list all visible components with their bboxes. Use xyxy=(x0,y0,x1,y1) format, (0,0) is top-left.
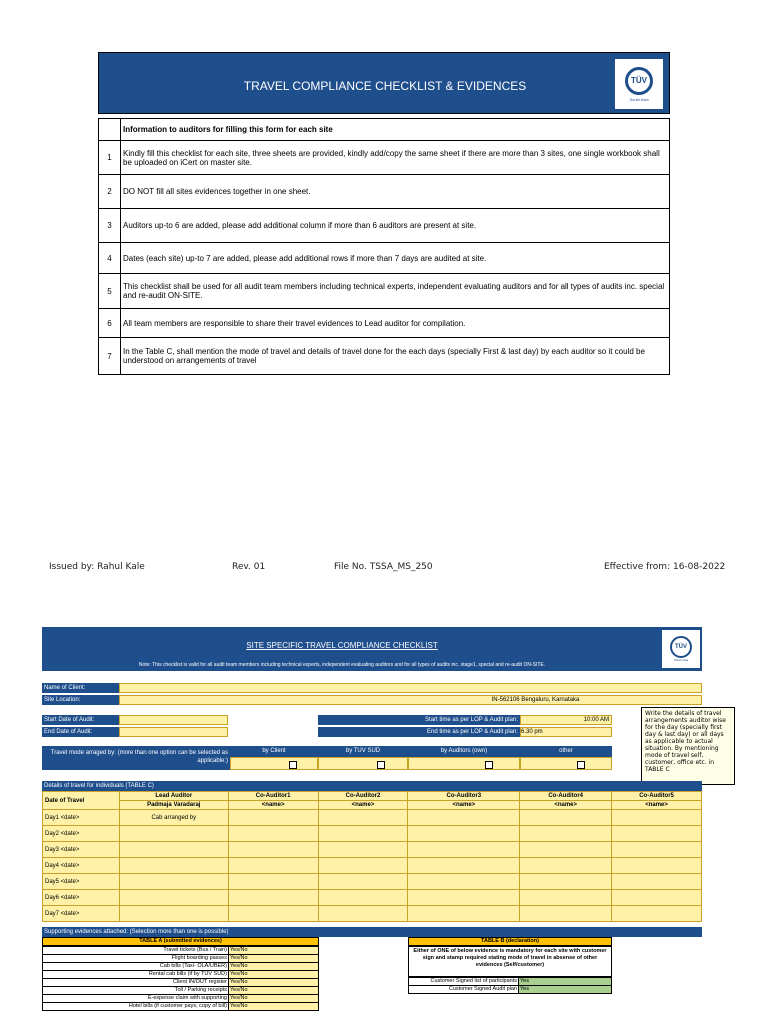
table-row: Cab bills (Taxi- OLA/UBER) Yes/No xyxy=(43,963,319,971)
instruction-text: All team members are responsible to share their travel evidences to Lead auditor for compilation. xyxy=(121,309,670,338)
mode-by-tuv-label: by TUV SUD xyxy=(318,746,408,757)
table-row: Toll / Parking receipts Yes/No xyxy=(43,987,319,995)
instruction-text: DO NOT fill all sites evidences together in one sheet. xyxy=(121,175,670,209)
issued-by: Issued by: Rahul Kale xyxy=(49,562,145,572)
table-row: Customer Signed Audit plan Yes xyxy=(409,986,612,994)
table-b xyxy=(408,977,612,994)
lead-auditor-header: Lead Auditor xyxy=(119,792,228,801)
file-number: File No. TSSA_MS_250 xyxy=(334,562,433,572)
item-number: 6 xyxy=(99,309,121,338)
mode-by-tuv-checkbox[interactable] xyxy=(377,761,385,769)
table-row xyxy=(43,890,702,906)
lead-auditor-name: Padmaja Varadaraj xyxy=(119,801,228,810)
day-label: Day4 <date> xyxy=(43,858,120,874)
table-a xyxy=(42,946,319,1011)
co-auditor5-header: Co-Auditor5 xyxy=(612,792,702,801)
item-number: 1 xyxy=(99,141,121,175)
site-location-value: IN-562106 Bengaluru, Karnataka xyxy=(491,697,580,703)
sheet-note: Note: This checklist is valid for all audit team members including technical experts, independent evaluating auditors and for all types of audits inc. stage1, special and re-audit ON-SITE. xyxy=(138,662,546,668)
co-auditor2-header: Co-Auditor2 xyxy=(318,792,408,801)
day-label: Day7 <date> xyxy=(43,906,120,922)
checklist-header xyxy=(98,52,670,114)
table-b-title: TABLE B (declaration) xyxy=(408,937,612,946)
table-row: Hotel bills (if customer pays, copy of bill) Yes/No xyxy=(43,1003,319,1011)
co-auditor2-name: <name> xyxy=(318,801,408,810)
item-number: 4 xyxy=(99,243,121,274)
lead-auditor-cell[interactable] xyxy=(119,874,228,890)
day-label: Day6 <date> xyxy=(43,890,120,906)
name-of-client-label: Name of Client: xyxy=(42,683,119,693)
table-row: Client IN/OUT register Yes/No xyxy=(43,979,319,987)
travel-mode-label: Travel mode arraged by: (more than one option can be selected as applicable:) xyxy=(42,746,230,770)
table-row xyxy=(43,810,702,826)
sheet-title: SITE SPECIFIC TRAVEL COMPLIANCE CHECKLIST xyxy=(246,641,438,650)
date-of-travel-header: Date of Travel xyxy=(43,792,120,810)
start-time-label: Start time as per LOP & Audit plan: xyxy=(318,715,520,725)
end-date-field[interactable] xyxy=(119,727,228,737)
mode-by-client-cell xyxy=(230,757,318,770)
instruction-text: This checklist shall be used for all audit team members including technical experts, independent evaluating auditors and for all types of audits inc. special and re-audit ON-SITE. xyxy=(121,274,670,309)
day-label: Day2 <date> xyxy=(43,826,120,842)
mode-by-client-label: by Client xyxy=(230,746,318,757)
table-c-title: Details of travel for individuals (TABLE C) xyxy=(42,781,702,791)
mode-by-auditors-cell xyxy=(408,757,520,770)
instruction-text: Kindly fill this checklist for each site, three sheets are provided, kindly add/copy the same sheet if there are more than 3 sites, one single workbook shall be uploaded on iCert on master site. xyxy=(121,141,670,175)
tuv-logo-mark: TÜV xyxy=(670,636,692,658)
lead-auditor-cell[interactable]: Cab arranged by xyxy=(119,810,228,826)
table-row: Rental cab bills (if by TUV SUD) Yes/No xyxy=(43,971,319,979)
revision: Rev. 01 xyxy=(232,562,266,572)
day-label: Day3 <date> xyxy=(43,842,120,858)
lead-auditor-cell[interactable] xyxy=(119,826,228,842)
end-time-field[interactable]: 6.30 pm xyxy=(520,727,612,737)
lead-auditor-cell[interactable] xyxy=(119,858,228,874)
mode-other-checkbox[interactable] xyxy=(577,761,585,769)
co-auditor1-name: <name> xyxy=(228,801,318,810)
lead-auditor-cell[interactable] xyxy=(119,890,228,906)
mode-other-cell xyxy=(520,757,612,770)
item-number: 7 xyxy=(99,338,121,375)
tuv-logo-subtitle: South Asia xyxy=(629,96,649,102)
table-row xyxy=(43,906,702,922)
instruction-text: In the Table C, shall mention the mode of travel and details of travel done for the each days (specially First & last day) by each auditor so it could be understood on arrangements of travel xyxy=(121,338,670,375)
side-note-comment: Write the details of travel arrangements auditor wise for the day (specially first day & last day) or all days as applicable to actual situation. By mentioning mode of travel self, customer, office etc. in TABLE C xyxy=(641,707,735,785)
mode-by-tuv-cell xyxy=(318,757,408,770)
start-date-field[interactable] xyxy=(119,715,228,725)
mode-by-auditors-checkbox[interactable] xyxy=(485,761,493,769)
table-row xyxy=(43,826,702,842)
table-a-title: TABLE A (submitted evidences) xyxy=(42,937,319,946)
table-row: Travel tickets (Bus / Train) Yes/No xyxy=(43,947,319,955)
lead-auditor-cell[interactable] xyxy=(119,906,228,922)
instructions-header: Information to auditors for filling this form for each site xyxy=(121,119,670,141)
table-row xyxy=(43,874,702,890)
item-number: 3 xyxy=(99,209,121,243)
tuv-logo-mark: TÜV xyxy=(625,67,653,95)
instructions-table xyxy=(98,118,670,375)
lead-auditor-cell[interactable] xyxy=(119,842,228,858)
co-auditor3-header: Co-Auditor3 xyxy=(408,792,520,801)
table-b-description: Either of ONE of below evidence is mandatory for each site with customer sign and stamp required stating mode of travel in absense of other evidences (Self/customer) xyxy=(408,946,612,977)
tuv-logo-subtitle: South Asia xyxy=(673,658,689,662)
site-location-field[interactable] xyxy=(119,695,702,705)
tuv-logo xyxy=(615,59,663,109)
co-auditor1-header: Co-Auditor1 xyxy=(228,792,318,801)
end-time-label: End time as per LOP & Audit plan: xyxy=(318,727,520,737)
sheet-header xyxy=(42,627,702,671)
day-label: Day5 <date> xyxy=(43,874,120,890)
co-auditor4-name: <name> xyxy=(520,801,612,810)
co-auditor5-name: <name> xyxy=(612,801,702,810)
site-location-label: Site Location: xyxy=(42,695,119,705)
day-label: Day1 <date> xyxy=(43,810,120,826)
tuv-logo-small xyxy=(662,630,700,668)
end-date-label: End Date of Audit: xyxy=(42,727,119,737)
mode-by-auditors-label: by Auditors (own) xyxy=(408,746,520,757)
table-row xyxy=(43,858,702,874)
table-row: Customer Signed list of participants Yes xyxy=(409,978,612,986)
travel-details-table xyxy=(42,791,702,922)
item-number: 5 xyxy=(99,274,121,309)
name-of-client-field[interactable] xyxy=(119,683,702,693)
supporting-evidences-label: Supporting evidences attached: (Selection more than one is possible) xyxy=(42,927,702,937)
co-auditor3-name: <name> xyxy=(408,801,520,810)
instruction-text: Dates (each site) up-to 7 are added, please add additional rows if more than 7 days are audited at site. xyxy=(121,243,670,274)
table-row xyxy=(43,842,702,858)
item-number: 2 xyxy=(99,175,121,209)
start-time-field[interactable]: 10:00 AM xyxy=(520,715,612,725)
page-title: TRAVEL COMPLIANCE CHECKLIST & EVIDENCES xyxy=(243,79,527,93)
instruction-text: Auditors up-to 6 are added, please add additional column if more than 6 auditors are present at site. xyxy=(121,209,670,243)
co-auditor4-header: Co-Auditor4 xyxy=(520,792,612,801)
mode-other-label: other xyxy=(520,746,612,757)
table-row: Flight boarding passes Yes/No xyxy=(43,955,319,963)
table-row: E-expense claim with supporting Yes/No xyxy=(43,995,319,1003)
start-date-label: Start Date of Audit: xyxy=(42,715,119,725)
mode-by-client-checkbox[interactable] xyxy=(289,761,297,769)
effective-date: Effective from: 16-08-2022 xyxy=(604,562,726,572)
